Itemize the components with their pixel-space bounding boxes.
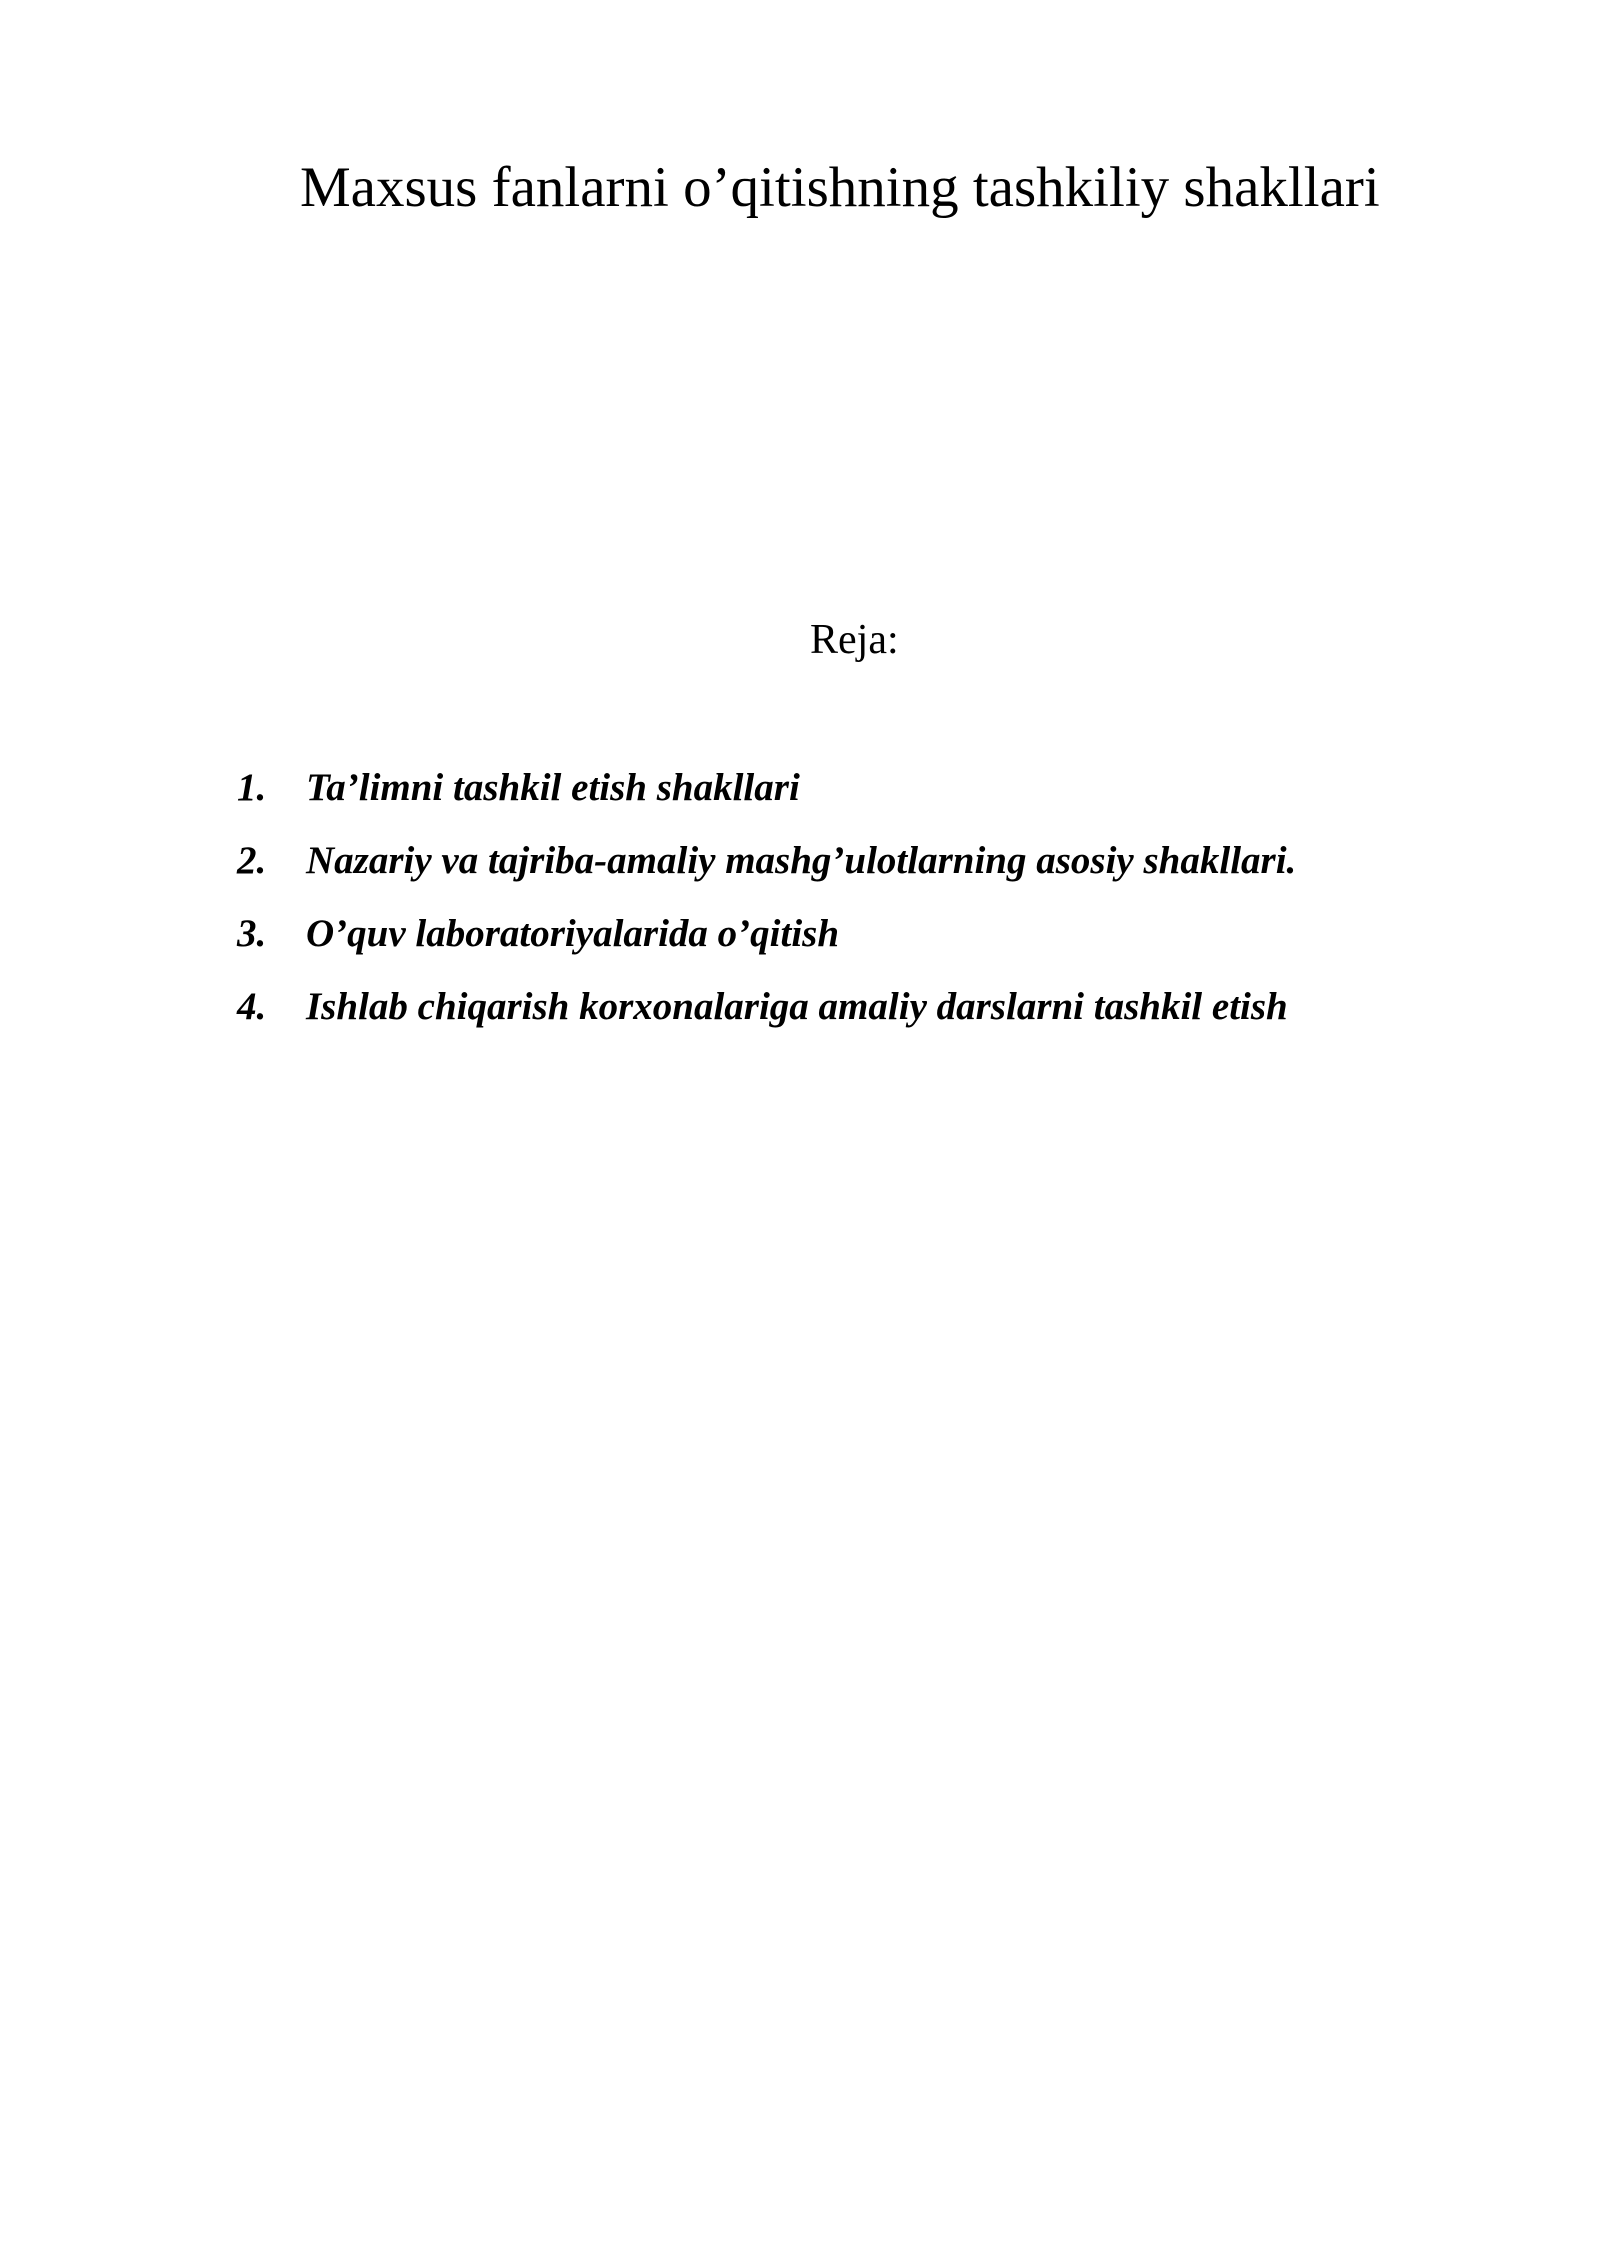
plan-item-text: Ta’limni tashkil etish shakllari (306, 766, 800, 809)
plan-item-number: 1. (237, 766, 267, 809)
plan-item-number: 4. (237, 985, 267, 1028)
plan-item (0, 906, 1600, 979)
plan-item-text: Ishlab chiqarish korxonalariga amaliy darslarni tashkil etish (306, 985, 1288, 1028)
plan-list (0, 760, 1600, 1052)
plan-item-text: O’quv laboratoriyalarida o’qitish (306, 912, 840, 955)
plan-item-text: Nazariy va tajriba-amaliy mashg’ulotlarning asosiy shakllari. (306, 839, 1297, 882)
plan-item (0, 979, 1600, 1052)
plan-item-number: 2. (237, 839, 267, 882)
document-title: Maxsus fanlarni o’qitishning tashkiliy shakllari (300, 156, 1380, 219)
plan-heading: Reja: (810, 617, 899, 663)
plan-item-number: 3. (237, 912, 267, 955)
plan-item (0, 833, 1600, 906)
plan-item (0, 760, 1600, 833)
